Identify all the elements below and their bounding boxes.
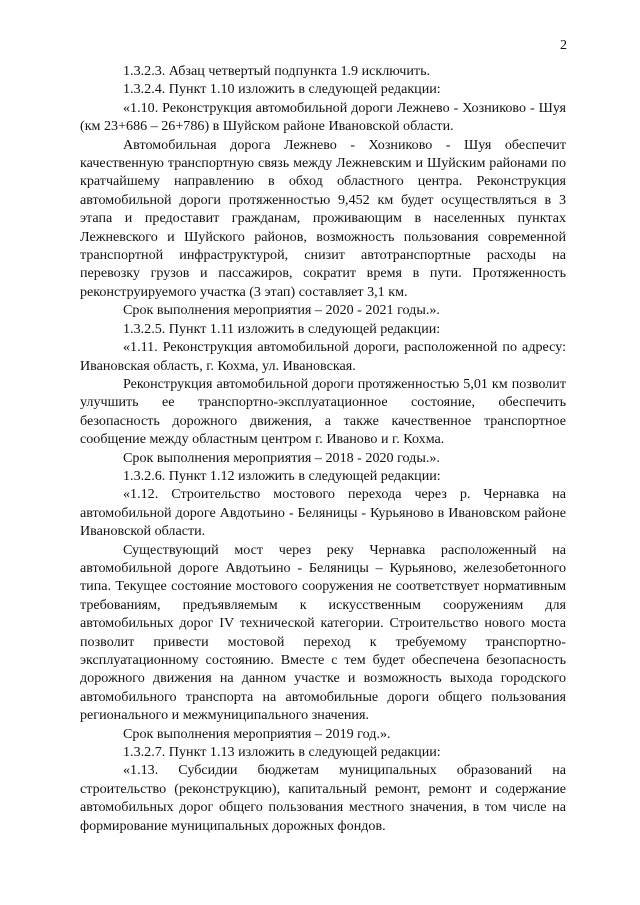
paragraph-item-1-12-title: «1.12. Строительство мостового перехода через р. Чернавка на автомобильной дороге Авдотьино - Беляницы - Курьяново в Ивановском районе Ивановской области.: [80, 486, 566, 540]
document-body: [80, 62, 566, 835]
paragraph-item-1-11-description: Реконструкция автомобильной дороги протяженностью 5,01 км позволит улучшить ее транспортно-эксплуатационное состояние, обеспечить безопасность дорожного движения, а также качественное транспортное сообщение между областным центром г. Иваново и г. Кохма.: [80, 375, 566, 448]
paragraph-1-3-2-5: 1.3.2.5. Пункт 1.11 изложить в следующей редакции:: [123, 320, 441, 337]
paragraph-item-1-10-description: Автомобильная дорога Лежнево - Хозниково - Шуя обеспечит качественную транспортную связь между Лежневским и Шуйским районами по кратчайшему направлению в обход областного центра. Реконструкция автомобильной дороги протяженностью 9,452 км будет осуществляться в 3 этапа и предоставит гражданам, проживающим в населенных пунктах Лежневского и Шуйского районов, возможность пользования современной транспортной инфраструктурой, снизит автотранспортные расходы на перевозку грузов и пассажиров, сократит время в пути. Протяженность реконструируемого участка (3 этап) составляет 3,1 км.: [80, 136, 566, 300]
paragraph-1-3-2-7: 1.3.2.7. Пункт 1.13 изложить в следующей редакции:: [123, 744, 441, 761]
paragraph-item-1-12-deadline: Срок выполнения мероприятия – 2019 год.».: [123, 725, 391, 742]
page-number: 2: [560, 38, 567, 53]
paragraph-1-3-2-6: 1.3.2.6. Пункт 1.12 изложить в следующей редакции:: [123, 467, 441, 484]
paragraph-item-1-11-title: «1.11. Реконструкция автомобильной дороги, расположенной по адресу: Ивановская область, г. Кохма, ул. Ивановская.: [80, 339, 566, 374]
paragraph-1-3-2-4: 1.3.2.4. Пункт 1.10 изложить в следующей редакции:: [123, 81, 441, 98]
paragraph-item-1-13-title: «1.13. Субсидии бюджетам муниципальных образований на строительство (реконструкцию), капитальный ремонт, ремонт и содержание автомобильных дорог общего пользования местного значения, в том числе на формирование муниципальных дорожных фондов.: [80, 762, 566, 834]
paragraph-item-1-10-deadline: Срок выполнения мероприятия – 2020 - 2021 годы.».: [123, 302, 440, 319]
paragraph-item-1-11-deadline: Срок выполнения мероприятия – 2018 - 2020 годы.».: [123, 449, 440, 466]
paragraph-item-1-12-description: Существующий мост через реку Чернавка расположенный на автомобильной дороге Авдотьино - Беляницы – Курьяново, железобетонного типа. Текущее состояние мостового сооружения не соответствует нормативным требованиям, предъявляемым к искусственным сооружениям для автомобильных дорог IV технической категории. Строительство нового моста позволит привести мостовой переход к требуемому транспортно-эксплуатационному состоянию. Вместе с тем будет обеспечена безопасность дорожного движения на данном участке и возможность выхода городского автомобильного транспорта на автомобильные дороги общего пользования регионального и межмуниципального значения.: [80, 541, 566, 724]
paragraph-item-1-10-title: «1.10. Реконструкция автомобильной дороги Лежнево - Хозниково - Шуя (км 23+686 – 26+786) в Шуйском районе Ивановской области.: [80, 99, 566, 135]
paragraph-1-3-2-3: 1.3.2.3. Абзац четвертый подпункта 1.9 исключить.: [123, 63, 431, 79]
